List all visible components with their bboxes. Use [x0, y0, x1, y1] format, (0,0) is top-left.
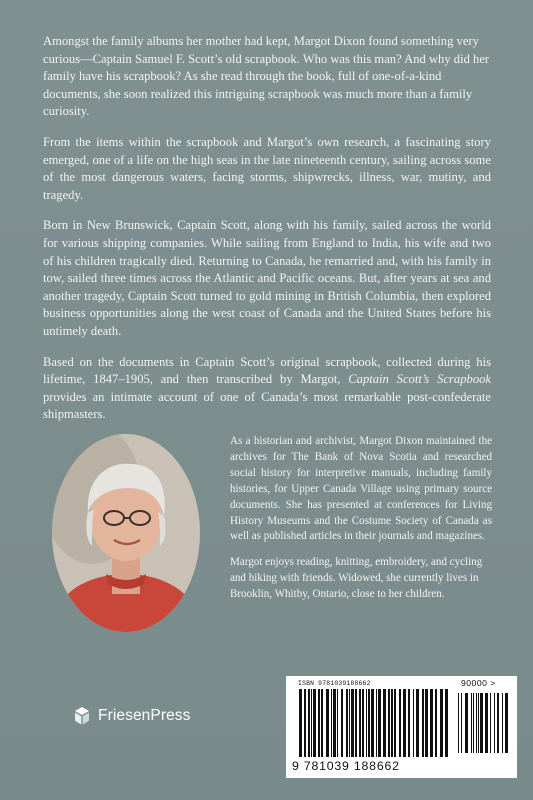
- publisher-logo: [72, 706, 191, 726]
- blurb-paragraph-1: Amongst the family albums her mother had kept, Margot Dixon found something very curious—Captain Samuel F. Scott’s old scrapbook. Who was this man? And why did her family have his scrapbook? As she read through the book, full of one-of-a-kind documents, she soon realized this intriguing scrapbook was much more than a family curiosity.: [43, 34, 490, 119]
- author-bio-paragraph-1: As a historian and archivist, Margot Dixon maintained the archives for The Bank of Nova Scotia and researched social history for interpretive manuals, including family histories, for Upper Canada Village using primary source documents. She has presented at conferences for Living History Museums and the Costume Society of Canada as well as published articles in their journals and magazines.: [230, 435, 492, 543]
- isbn-label: ISBN 9781039188662: [298, 680, 371, 687]
- blurb-paragraph-4-tail: provides an intimate account of one of Canada’s most remarkable post-confederate shipmasters.: [43, 389, 491, 422]
- barcode-bars: [299, 689, 449, 759]
- author-photo: [52, 434, 200, 632]
- isbn-barcode: [286, 676, 517, 778]
- book-title: Captain Scott’s Scrapbook: [348, 372, 491, 387]
- friesenpress-logo-icon: [72, 706, 92, 726]
- blurb-paragraph-4-lead: Based on the documents in Captain Scott’s original scrapbook, collected during his lifetime, 1847–1905, and then transcribed by Margot,: [43, 354, 491, 387]
- author-bio: [230, 434, 492, 613]
- cover-blurb: [43, 33, 491, 437]
- blurb-paragraph-2: From the items within the scrapbook and Margot’s own research, a fascinating story emerged, one of a life on the high seas in the late nineteenth century, sailing across some of the most dangerous waters, facing storms, shipwrecks, illness, war, mutiny, and tragedy.: [43, 134, 491, 202]
- barcode-addon-bars: [458, 693, 508, 755]
- price-code: 90000 >: [461, 678, 496, 688]
- author-bio-paragraph-2: Margot enjoys reading, knitting, embroidery, and cycling and hiking with friends. Widowed, she currently lives in Brooklin, Whitby, Ontario, close to her children.: [230, 556, 483, 601]
- publisher-name: FriesenPress: [98, 707, 191, 724]
- blurb-paragraph-3: Born in New Brunswick, Captain Scott, along with his family, sailed across the world for various shipping companies. While sailing from England to India, his wife and two of his children tragically died. Returning to Canada, he remarried and, with his family in tow, sailed three times across the Atlantic and Pacific oceans. But, after years at sea and another tragedy, Captain Scott turned to gold mining in British Columbia, then explored business opportunities along the west coast of Canada and the United States before his untimely death.: [43, 218, 491, 338]
- isbn-digits: 9 781039 188662: [292, 759, 400, 773]
- blurb-paragraph-4: [43, 354, 491, 424]
